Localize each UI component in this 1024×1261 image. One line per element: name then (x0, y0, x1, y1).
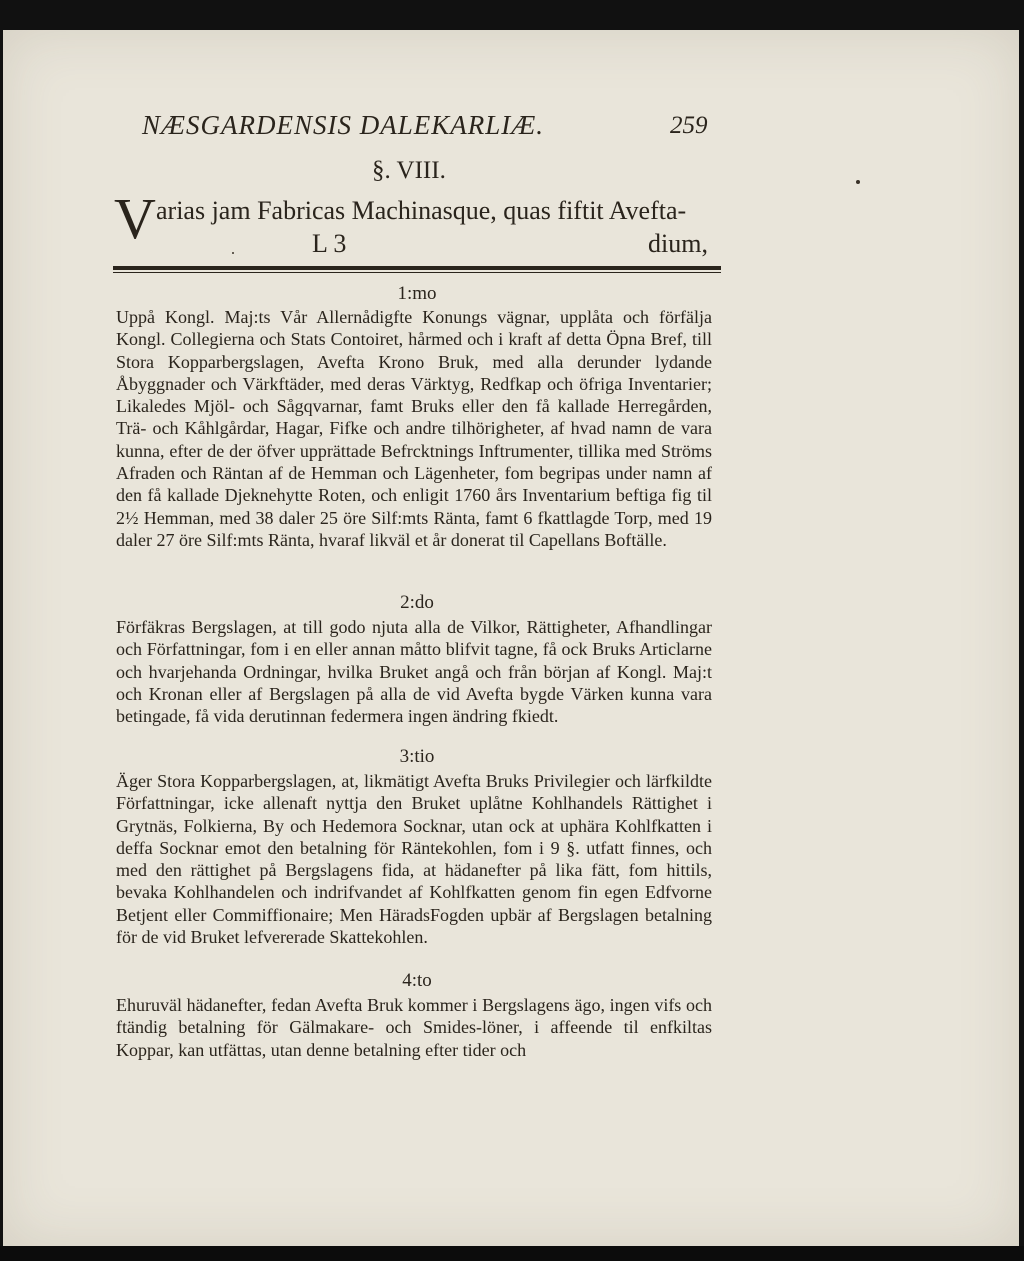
article-number-2: 2:do (400, 592, 434, 613)
intro-line-2-end: dium, (648, 229, 708, 258)
speck-mark (232, 252, 234, 254)
page-number: 259 (670, 112, 708, 139)
article-text-3: Äger Stora Kopparbergslagen, at, likmätigt Avefta Bruks Privilegier och lärfkildte Författningar, icke allenaft nyttja den Bruket uplåtne Kohlhandels Rättighet i Grytnäs, Folkierna, By och Hedemora Socknar, utan ock at uphära Kohlfkatten i deffa Socknar emot den betalning för Räntekohlen, fom i 9 §. utfatt finnes, och med den rättighet på Bergslagens fida, at hädanefter på lika fätt, fom hittils, bevaka Kohlhandelen och indrifvandet af Kohlfkatten genom fin egen Edfvorne Betjent eller Commiffionaire; Men HäradsFogden upbär af Bergslagen betalning för de vid Bruket lefvererade Skattekohlen. (116, 771, 712, 948)
article-number-4: 4:to (402, 970, 432, 991)
drop-cap: V (114, 186, 156, 251)
article-number-3: 3:tio (399, 746, 435, 767)
article-text-1: Uppå Kongl. Maj:ts Vår Allernådigfte Konungs vägnar, upplåta och förfälja Kongl. Collegierna och Stats Contoiret, hårmed och i kraft af detta Öpna Bref, till Stora Kopparbergslagen, Avefta Krono Bruk, med alla derunder lydande Åbyggnader och Värkftäder, med deras Värktyg, Redfkap och öfriga Inventarier; Likaledes Mjöl- och Sågqvarnar, famt Bruks eller den få kallade Herregården, Trä- och Kåhlgårdar, Hagar, Fifke och andre tilhörigheter, af hvad namn de vara kunna, efter de der öfver upprättade Befrcktnings Inftrumenter, tillika med Ströms Afraden och Räntan af de Hemman och Lägenheter, fom begripas under namn af den få kallade Djeknehytte Roten, och enligit 1760 års Inventarium beftiga fig til 2½ Hemman, med 38 daler 25 öre Silf:mts Ränta, famt 6 fkattlagde Torp, med 19 daler 27 öre Silf:mts Ränta, hvaraf likväl et år donerat til Capellans Boftälle. (116, 307, 712, 550)
section-heading: §. VIII. (372, 157, 446, 184)
intro-line-1: arias jam Fabricas Machinasque, quas fiftit Avefta- (156, 196, 687, 225)
article-number-1: 1:mo (397, 283, 437, 304)
heading-rule-thin (113, 272, 721, 273)
scan-edge (0, 1246, 1024, 1261)
speck-mark (856, 180, 860, 184)
article-text-4: Ehuruväl hädanefter, fedan Avefta Bruk kommer i Bergslagens ägo, ingen vifs och ftändig betalning för Gälmakare- och Smides-löner, i affeende til enfkiltas Koppar, kan utfättas, utan denne betalning efter tider och (116, 995, 712, 1060)
article-text-2: Förfäkras Bergslagen, at till godo njuta alla de Vilkor, Rättigheter, Afhandlingar och Författningar, fom i en eller annan måtto blifvit tagne, få ock Bruks Articlarne och hvarjehanda Ordningar, hvilka Bruket angå och från början af Kongl. Maj:t och Kronan eller af Bergslagen på alla de vid Avefta bygde Värken kunna vara betingade, få vida derutinnan federmera ingen ändring fkiedt. (116, 617, 712, 727)
intro-signature-mark: L 3 (312, 229, 347, 258)
running-head: NÆSGARDENSIS DALEKARLIÆ. (142, 110, 544, 140)
heading-rule (113, 266, 721, 270)
